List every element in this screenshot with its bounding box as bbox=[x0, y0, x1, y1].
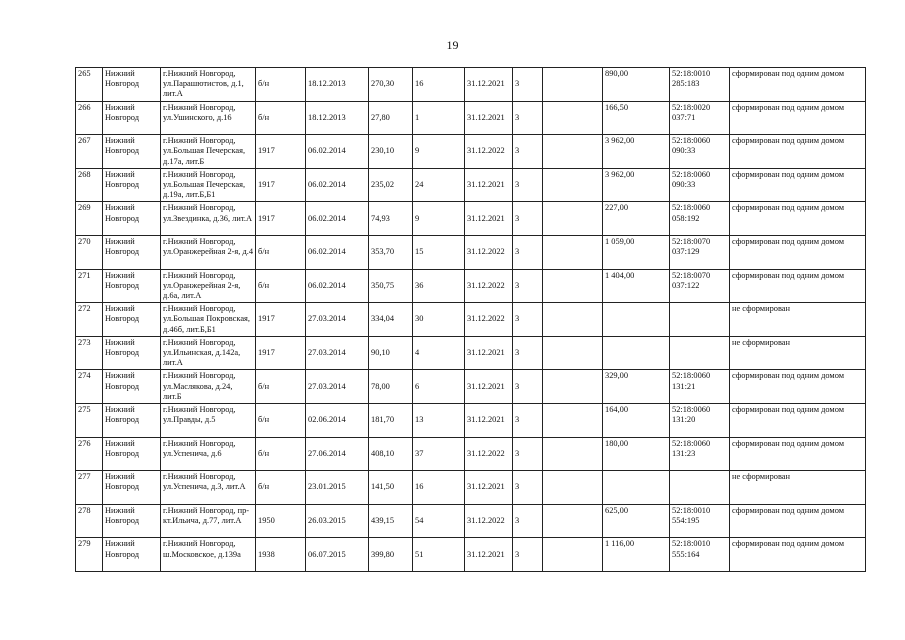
year-cell: 1938 bbox=[256, 538, 306, 572]
city-cell: Нижний Новгород bbox=[103, 168, 161, 202]
group-cell: 3 bbox=[513, 236, 543, 270]
table-row bbox=[76, 202, 866, 236]
deadline-cell: 31.12.2021 bbox=[465, 101, 513, 135]
year-cell: б/н bbox=[256, 437, 306, 471]
address-cell: г.Нижний Новгород, ул.Парашютистов, д.1, лит.А bbox=[161, 68, 256, 102]
row-number-cell: 271 bbox=[76, 269, 103, 303]
row-number-cell: 267 bbox=[76, 135, 103, 169]
address-cell: г.Нижний Новгород, ул.Правды, д.5 bbox=[161, 404, 256, 438]
date-cell: 27.06.2014 bbox=[306, 437, 369, 471]
count-cell: 16 bbox=[413, 471, 465, 505]
cadastral-number-cell: 52:18:0010 554:195 bbox=[670, 504, 730, 538]
year-cell: б/н bbox=[256, 68, 306, 102]
empty-cell bbox=[543, 404, 603, 438]
count-cell: 1 bbox=[413, 101, 465, 135]
city-cell: Нижний Новгород bbox=[103, 236, 161, 270]
land-area-cell: 3 962,00 bbox=[603, 135, 670, 169]
empty-cell bbox=[543, 336, 603, 370]
area-cell: 27,80 bbox=[369, 101, 413, 135]
count-cell: 37 bbox=[413, 437, 465, 471]
table-row bbox=[76, 404, 866, 438]
deadline-cell: 31.12.2022 bbox=[465, 437, 513, 471]
cadastral-number-cell: 52:18:0070 037:129 bbox=[670, 236, 730, 270]
group-cell: 3 bbox=[513, 437, 543, 471]
table-row bbox=[76, 437, 866, 471]
land-area-cell bbox=[603, 336, 670, 370]
row-number-cell: 279 bbox=[76, 538, 103, 572]
city-cell: Нижний Новгород bbox=[103, 336, 161, 370]
empty-cell bbox=[543, 101, 603, 135]
deadline-cell: 31.12.2022 bbox=[465, 303, 513, 337]
year-cell: 1950 bbox=[256, 504, 306, 538]
status-cell: сформирован под одним домом bbox=[730, 135, 866, 169]
table-row bbox=[76, 336, 866, 370]
empty-cell bbox=[543, 437, 603, 471]
city-cell: Нижний Новгород bbox=[103, 101, 161, 135]
address-cell: г.Нижний Новгород, ул.Ильинская, д.142а, лит.А bbox=[161, 336, 256, 370]
year-cell: 1917 bbox=[256, 168, 306, 202]
city-cell: Нижний Новгород bbox=[103, 404, 161, 438]
land-area-cell bbox=[603, 471, 670, 505]
area-cell: 350,75 bbox=[369, 269, 413, 303]
status-cell: сформирован под одним домом bbox=[730, 101, 866, 135]
city-cell: Нижний Новгород bbox=[103, 504, 161, 538]
deadline-cell: 31.12.2021 bbox=[465, 168, 513, 202]
cadastral-number-cell: 52:18:0010 555:164 bbox=[670, 538, 730, 572]
year-cell: 1917 bbox=[256, 336, 306, 370]
table-row bbox=[76, 471, 866, 505]
empty-cell bbox=[543, 370, 603, 404]
city-cell: Нижний Новгород bbox=[103, 135, 161, 169]
address-cell: г.Нижний Новгород, ул.Большая Печерская, д.19а, лит.Б,Б1 bbox=[161, 168, 256, 202]
cadastral-number-cell: 52:18:0060 058:192 bbox=[670, 202, 730, 236]
deadline-cell: 31.12.2022 bbox=[465, 269, 513, 303]
address-cell: г.Нижний Новгород, ул.Большая Печерская, д.17а, лит.Б bbox=[161, 135, 256, 169]
year-cell: 1917 bbox=[256, 202, 306, 236]
land-area-cell bbox=[603, 303, 670, 337]
row-number-cell: 276 bbox=[76, 437, 103, 471]
count-cell: 9 bbox=[413, 202, 465, 236]
cadastral-number-cell: 52:18:0060 090:33 bbox=[670, 135, 730, 169]
cadastral-number-cell: 52:18:0020 037:71 bbox=[670, 101, 730, 135]
status-cell: сформирован под одним домом bbox=[730, 404, 866, 438]
group-cell: 3 bbox=[513, 269, 543, 303]
count-cell: 51 bbox=[413, 538, 465, 572]
status-cell: не сформирован bbox=[730, 336, 866, 370]
group-cell: 3 bbox=[513, 404, 543, 438]
group-cell: 3 bbox=[513, 68, 543, 102]
area-cell: 439,15 bbox=[369, 504, 413, 538]
group-cell: 3 bbox=[513, 303, 543, 337]
date-cell: 26.03.2015 bbox=[306, 504, 369, 538]
group-cell: 3 bbox=[513, 168, 543, 202]
table-row bbox=[76, 68, 866, 102]
deadline-cell: 31.12.2021 bbox=[465, 538, 513, 572]
land-area-cell: 625,00 bbox=[603, 504, 670, 538]
status-cell: сформирован под одним домом bbox=[730, 168, 866, 202]
area-cell: 74,93 bbox=[369, 202, 413, 236]
cadastral-number-cell bbox=[670, 336, 730, 370]
deadline-cell: 31.12.2021 bbox=[465, 404, 513, 438]
area-cell: 181,70 bbox=[369, 404, 413, 438]
row-number-cell: 270 bbox=[76, 236, 103, 270]
page-number: 19 bbox=[446, 38, 459, 52]
address-cell: г.Нижний Новгород, ул.Большая Покровская, д.46б, лит.Б,Б1 bbox=[161, 303, 256, 337]
empty-cell bbox=[543, 471, 603, 505]
group-cell: 3 bbox=[513, 370, 543, 404]
deadline-cell: 31.12.2022 bbox=[465, 504, 513, 538]
empty-cell bbox=[543, 168, 603, 202]
row-number-cell: 266 bbox=[76, 101, 103, 135]
area-cell: 141,50 bbox=[369, 471, 413, 505]
group-cell: 3 bbox=[513, 135, 543, 169]
area-cell: 230,10 bbox=[369, 135, 413, 169]
address-cell: г.Нижний Новгород, ул.Успенича, д.3, лит.А bbox=[161, 471, 256, 505]
housing-registry-table bbox=[75, 67, 866, 572]
deadline-cell: 31.12.2021 bbox=[465, 202, 513, 236]
count-cell: 54 bbox=[413, 504, 465, 538]
table-row bbox=[76, 303, 866, 337]
status-cell: сформирован под одним домом bbox=[730, 68, 866, 102]
status-cell: сформирован под одним домом bbox=[730, 538, 866, 572]
deadline-cell: 31.12.2021 bbox=[465, 336, 513, 370]
deadline-cell: 31.12.2022 bbox=[465, 135, 513, 169]
status-cell: сформирован под одним домом bbox=[730, 269, 866, 303]
date-cell: 06.07.2015 bbox=[306, 538, 369, 572]
year-cell: б/н bbox=[256, 404, 306, 438]
address-cell: г.Нижний Новгород, ул.Звездинка, д.36, лит.А bbox=[161, 202, 256, 236]
date-cell: 06.02.2014 bbox=[306, 135, 369, 169]
row-number-cell: 273 bbox=[76, 336, 103, 370]
land-area-cell: 166,50 bbox=[603, 101, 670, 135]
empty-cell bbox=[543, 236, 603, 270]
area-cell: 270,30 bbox=[369, 68, 413, 102]
group-cell: 3 bbox=[513, 101, 543, 135]
date-cell: 02.06.2014 bbox=[306, 404, 369, 438]
deadline-cell: 31.12.2021 bbox=[465, 370, 513, 404]
cadastral-number-cell: 52:18:0060 131:21 bbox=[670, 370, 730, 404]
area-cell: 399,80 bbox=[369, 538, 413, 572]
table-row bbox=[76, 370, 866, 404]
row-number-cell: 275 bbox=[76, 404, 103, 438]
city-cell: Нижний Новгород bbox=[103, 471, 161, 505]
cadastral-number-cell: 52:18:0060 131:23 bbox=[670, 437, 730, 471]
date-cell: 06.02.2014 bbox=[306, 168, 369, 202]
count-cell: 4 bbox=[413, 336, 465, 370]
count-cell: 9 bbox=[413, 135, 465, 169]
date-cell: 23.01.2015 bbox=[306, 471, 369, 505]
count-cell: 16 bbox=[413, 68, 465, 102]
land-area-cell: 1 059,00 bbox=[603, 236, 670, 270]
address-cell: г.Нижний Новгород, ул.Оранжерейная 2-я, д.4 bbox=[161, 236, 256, 270]
row-number-cell: 268 bbox=[76, 168, 103, 202]
year-cell: б/н bbox=[256, 269, 306, 303]
status-cell: сформирован под одним домом bbox=[730, 437, 866, 471]
address-cell: г.Нижний Новгород, ул.Успенича, д.6 bbox=[161, 437, 256, 471]
row-number-cell: 269 bbox=[76, 202, 103, 236]
address-cell: г.Нижний Новгород, пр-кт.Ильича, д.77, лит.А bbox=[161, 504, 256, 538]
group-cell: 3 bbox=[513, 202, 543, 236]
address-cell: г.Нижний Новгород, ул.Ушинского, д.16 bbox=[161, 101, 256, 135]
table-row bbox=[76, 168, 866, 202]
address-cell: г.Нижний Новгород, ш.Московское, д.139а bbox=[161, 538, 256, 572]
cadastral-number-cell: 52:18:0060 090:33 bbox=[670, 168, 730, 202]
registry-body bbox=[76, 68, 866, 572]
year-cell: б/н bbox=[256, 370, 306, 404]
row-number-cell: 274 bbox=[76, 370, 103, 404]
deadline-cell: 31.12.2021 bbox=[465, 68, 513, 102]
status-cell: сформирован под одним домом bbox=[730, 202, 866, 236]
area-cell: 353,70 bbox=[369, 236, 413, 270]
table-row bbox=[76, 236, 866, 270]
area-cell: 334,04 bbox=[369, 303, 413, 337]
cadastral-number-cell bbox=[670, 471, 730, 505]
empty-cell bbox=[543, 538, 603, 572]
empty-cell bbox=[543, 504, 603, 538]
table-row bbox=[76, 269, 866, 303]
date-cell: 27.03.2014 bbox=[306, 370, 369, 404]
date-cell: 06.02.2014 bbox=[306, 236, 369, 270]
city-cell: Нижний Новгород bbox=[103, 538, 161, 572]
count-cell: 15 bbox=[413, 236, 465, 270]
date-cell: 18.12.2013 bbox=[306, 68, 369, 102]
city-cell: Нижний Новгород bbox=[103, 68, 161, 102]
area-cell: 408,10 bbox=[369, 437, 413, 471]
area-cell: 78,00 bbox=[369, 370, 413, 404]
year-cell: б/н bbox=[256, 471, 306, 505]
city-cell: Нижний Новгород bbox=[103, 437, 161, 471]
status-cell: не сформирован bbox=[730, 303, 866, 337]
count-cell: 30 bbox=[413, 303, 465, 337]
city-cell: Нижний Новгород bbox=[103, 370, 161, 404]
row-number-cell: 278 bbox=[76, 504, 103, 538]
year-cell: б/н bbox=[256, 236, 306, 270]
cadastral-number-cell: 52:18:0060 131:20 bbox=[670, 404, 730, 438]
count-cell: 24 bbox=[413, 168, 465, 202]
year-cell: 1917 bbox=[256, 135, 306, 169]
group-cell: 3 bbox=[513, 471, 543, 505]
date-cell: 06.02.2014 bbox=[306, 269, 369, 303]
group-cell: 3 bbox=[513, 538, 543, 572]
land-area-cell: 164,00 bbox=[603, 404, 670, 438]
empty-cell bbox=[543, 202, 603, 236]
area-cell: 90,10 bbox=[369, 336, 413, 370]
row-number-cell: 272 bbox=[76, 303, 103, 337]
city-cell: Нижний Новгород bbox=[103, 303, 161, 337]
row-number-cell: 277 bbox=[76, 471, 103, 505]
land-area-cell: 180,00 bbox=[603, 437, 670, 471]
status-cell: сформирован под одним домом bbox=[730, 504, 866, 538]
date-cell: 06.02.2014 bbox=[306, 202, 369, 236]
city-cell: Нижний Новгород bbox=[103, 269, 161, 303]
status-cell: сформирован под одним домом bbox=[730, 370, 866, 404]
date-cell: 18.12.2013 bbox=[306, 101, 369, 135]
deadline-cell: 31.12.2022 bbox=[465, 236, 513, 270]
table-row bbox=[76, 504, 866, 538]
address-cell: г.Нижний Новгород, ул.Маслякова, д.24, лит.Б bbox=[161, 370, 256, 404]
empty-cell bbox=[543, 303, 603, 337]
table-row bbox=[76, 538, 866, 572]
land-area-cell: 1 116,00 bbox=[603, 538, 670, 572]
land-area-cell: 329,00 bbox=[603, 370, 670, 404]
land-area-cell: 227,00 bbox=[603, 202, 670, 236]
land-area-cell: 3 962,00 bbox=[603, 168, 670, 202]
date-cell: 27.03.2014 bbox=[306, 336, 369, 370]
count-cell: 6 bbox=[413, 370, 465, 404]
empty-cell bbox=[543, 135, 603, 169]
count-cell: 36 bbox=[413, 269, 465, 303]
empty-cell bbox=[543, 68, 603, 102]
row-number-cell: 265 bbox=[76, 68, 103, 102]
status-cell: сформирован под одним домом bbox=[730, 236, 866, 270]
city-cell: Нижний Новгород bbox=[103, 202, 161, 236]
status-cell: не сформирован bbox=[730, 471, 866, 505]
land-area-cell: 890,00 bbox=[603, 68, 670, 102]
table-row bbox=[76, 101, 866, 135]
address-cell: г.Нижний Новгород, ул.Оранжерейная 2-я, д.6а, лит.А bbox=[161, 269, 256, 303]
area-cell: 235,02 bbox=[369, 168, 413, 202]
empty-cell bbox=[543, 269, 603, 303]
cadastral-number-cell: 52:18:0070 037:122 bbox=[670, 269, 730, 303]
group-cell: 3 bbox=[513, 336, 543, 370]
land-area-cell: 1 404,00 bbox=[603, 269, 670, 303]
year-cell: б/н bbox=[256, 101, 306, 135]
cadastral-number-cell: 52:18:0010 285:183 bbox=[670, 68, 730, 102]
year-cell: 1917 bbox=[256, 303, 306, 337]
table-row bbox=[76, 135, 866, 169]
cadastral-number-cell bbox=[670, 303, 730, 337]
deadline-cell: 31.12.2021 bbox=[465, 471, 513, 505]
group-cell: 3 bbox=[513, 504, 543, 538]
count-cell: 13 bbox=[413, 404, 465, 438]
date-cell: 27.03.2014 bbox=[306, 303, 369, 337]
